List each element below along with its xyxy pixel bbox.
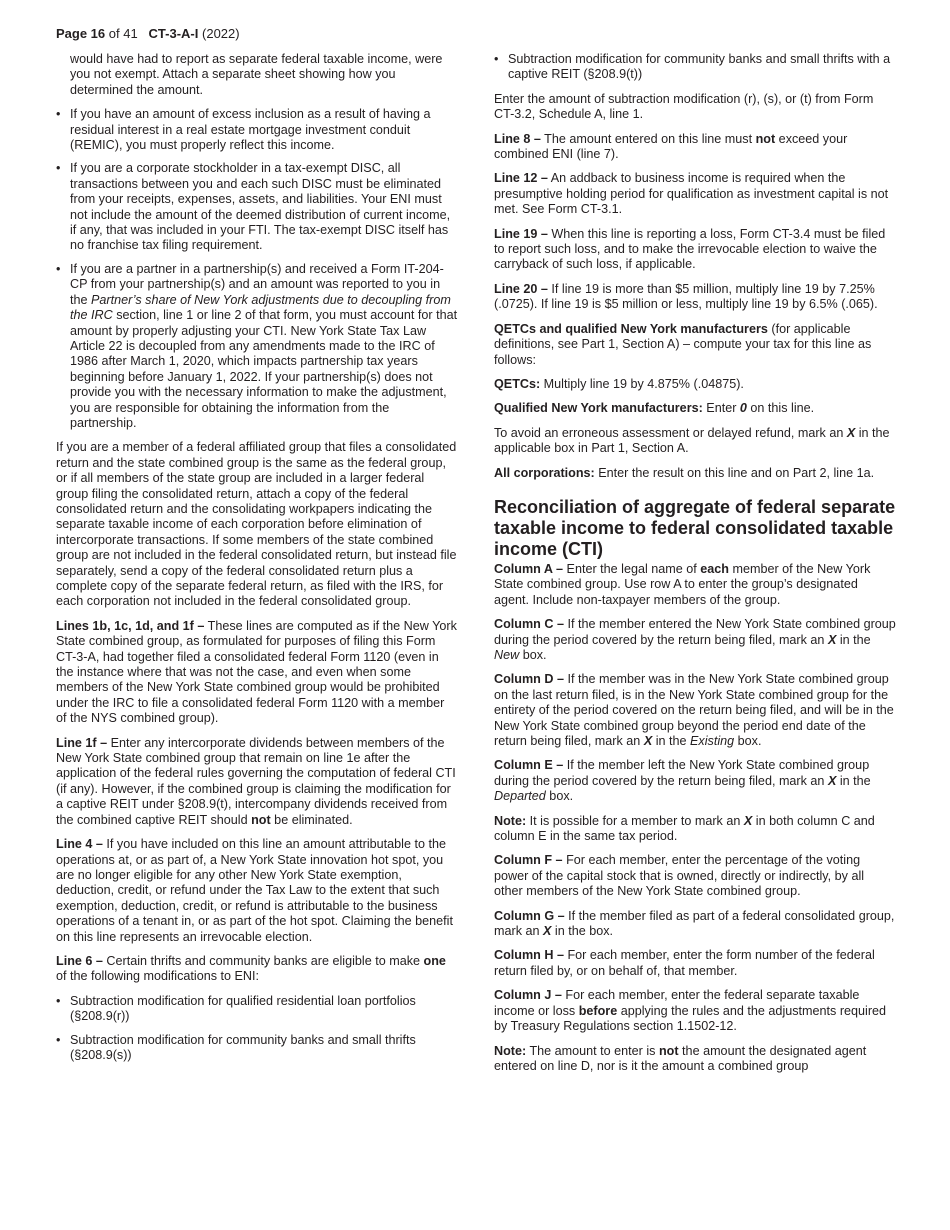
list-item-208-9s: • Subtraction modification for community banks and small thrifts (§208.9(s))	[56, 1033, 458, 1064]
form-year: (2022)	[202, 26, 240, 41]
list-item-208-9r: • Subtraction modification for qualified residential loan portfolios (§208.9(r))	[56, 994, 458, 1025]
all-corporations-paragraph: All corporations: Enter the result on this line and on Part 2, line 1a.	[494, 465, 875, 480]
avoid-assessment-paragraph: To avoid an erroneous assessment or delayed refund, mark an X in the applicable box in Part 1, Section A.	[494, 425, 890, 456]
lines-1b-1f-paragraph: Lines 1b, 1c, 1d, and 1f – These lines are computed as if the New York State combined group, as formulated for purposes of filing this Form CT-3-A, had together filed a consolidated federal Form 1120 (even in the instance where that was not the case, and even when some members of the New York State combined group would be prohibited under the IRC to file a consolidated federal Form 1120 with a member of the NYS combined group).	[56, 618, 457, 726]
affiliated-group-paragraph: If you are a member of a federal affiliated group that files a consolidated return and the state combined group is the same as the federal group, or if all members of the state group are included in a larger federal group filing the consolidated return, attach a copy of the federal consolidated return and the consolidating workpapers indicating the separate taxable income of each corporation before elimination of intercorporate transactions. If some members of the state combined group are not included in the federal consolidated return, but instead file separately, send a copy of the federal consolidated return plus a complete copy of the separate federal return, as filed with the IRS, for each corporation not included in the federal consolidated group.	[56, 440, 457, 609]
qetcs-paragraph: QETCs: Multiply line 19 by 4.875% (.04875).	[494, 376, 744, 391]
qualified-manufacturers-paragraph: Qualified New York manufacturers: Enter 0 on this line.	[494, 401, 815, 416]
list-item-partnership: • If you are a partner in a partnership(s) and received a Form IT-204-CP from your partnership(s) and an amount was reported to you in the Partner’s share of New York adjustments due to decoupling from the IRC section, line 1 or line 2 of that form, you must account for that amount by properly adjusting your CTI. New York State Tax Law Article 22 is decoupled from any amendments made to the IRC of 1986 after March 1, 2020, which impacts partnership tax years beginning before January 1, 2022. If your partnership(s) does not provide you with the necessary information to make the adjustment, you are responsible for obtaining the information from the partnership.	[56, 262, 458, 431]
column-f-paragraph: Column F – For each member, enter the percentage of the voting power of the capital stock that is owned, directly or indirectly, by all other members of the New York State combined group.	[494, 853, 865, 899]
column-j-paragraph: Column J – For each member, enter the federal separate taxable income or loss before applying the rules and the adjustments required by Treasury Regulations section 1.1502-12.	[494, 988, 887, 1034]
note-2-paragraph: Note: The amount to enter is not the amount the designated agent entered on line D, nor is it the amount a combined group	[494, 1043, 867, 1073]
list-item-disc: • If you are a corporate stockholder in a tax-exempt DISC, all transactions between you and each such DISC must be eliminated from your receipts, expenses, assets, and liabilities. Your ENI must not include the amount of the deemed distribution of current income, if any, that was included in your FTI. The tax-exempt DISC itself has no franchise tax filing requirement.	[56, 161, 458, 253]
reconciliation-heading: Reconciliation of aggregate of federal separate taxable income to federal consolidated taxable income (CTI)	[494, 496, 896, 559]
note-paragraph: Note: It is possible for a member to mark an X in both column C and column E in the same tax period.	[494, 813, 875, 844]
line-6-paragraph: Line 6 – Certain thrifts and community banks are eligible to make one of the following modifications to ENI:	[56, 953, 446, 984]
list-item-208-9t: • Subtraction modification for community banks and small thrifts with a captive REIT (§208.9(t))	[494, 52, 896, 83]
line-1f-paragraph: Line 1f – Enter any intercorporate dividends between members of the New York State combined group that remain on line 1e after the application of the federal rules governing the computation of federal CTI (if any). However, if the combined group is claiming the modification for a captive REIT under §208.9(t), intercompany dividends received from the combined captive REIT should not be eliminated.	[56, 735, 456, 827]
line-6-modification-list-continued	[494, 52, 896, 83]
line-20-paragraph: Line 20 – If line 19 is more than $5 million, multiply line 19 by 7.25% (.0725). If line 19 is $5 million or less, multiply line 19 by 6.5% (.065).	[494, 281, 878, 312]
line-6-modification-list	[56, 994, 458, 1064]
line-4-paragraph: Line 4 – If you have included on this line an amount attributable to the operations at, or as part of, a New York State innovation hot spot, you are no longer eligible for any other New York State exemption, deduction, credit, or refund under the Tax Law to the extent that such exemption, deduction, credit, or refund is attributable to the business operations of a tenant in, or as part of the hot spot. Claiming the benefit on this line represents an irrevocable election.	[56, 837, 453, 944]
qetc-paragraph: QETCs and qualified New York manufacturers (for applicable definitions, see Part 1, Section A) – compute your tax for this line as follows:	[494, 321, 872, 367]
column-d-paragraph: Column D – If the member was in the New York State combined group on the last return filed, is in the New York State combined group for the entirety of the period covered on the return being filed, and will be in the New York State combined group beyond the period end date of the return being filed, mark an X in the Existing box.	[494, 672, 894, 748]
page-header	[56, 26, 240, 41]
column-g-paragraph: Column G – If the member filed as part of a federal consolidated group, mark an X in the box.	[494, 908, 895, 939]
left-column	[56, 52, 458, 1072]
right-column	[494, 52, 896, 1083]
column-h-paragraph: Column H – For each member, enter the form number of the federal return filed by, or on behalf of, that member.	[494, 948, 875, 978]
line-8-paragraph: Line 8 – The amount entered on this line must not exceed your combined ENI (line 7).	[494, 131, 848, 162]
line-12-paragraph: Line 12 – An addback to business income is required when the presumptive holding period for qualification as investment capital is not met. See Form CT-3.1.	[494, 171, 889, 217]
column-a-paragraph: Column A – Enter the legal name of each member of the New York State combined group. Use row A to enter the group’s designated agent. Include non-taxpayer members of the group.	[494, 561, 871, 607]
continued-bullet-text: would have had to report as separate federal taxable income, were you not exempt. Attach a separate sheet showing how you determined the amount.	[70, 52, 443, 97]
line-19-paragraph: Line 19 – When this line is reporting a loss, Form CT-3.4 must be filed to report such loss, and to make the irrevocable election to waive the carryback of such loss, if applicable.	[494, 226, 886, 272]
list-item-remic: • If you have an amount of excess inclusion as a result of having a residual interest in a real estate mortgage investment conduit (REMIC), you must properly reflect this income.	[56, 107, 458, 153]
column-c-paragraph: Column C – If the member entered the New York State combined group during the period covered by the return being filed, mark an X in the New box.	[494, 617, 896, 662]
enter-subtraction-paragraph: Enter the amount of subtraction modification (r), (s), or (t) from Form CT-3.2, Schedule A, line 1.	[494, 91, 874, 122]
column-e-paragraph: Column E – If the member left the New York State combined group during the period covered by the return being filed, mark an X in the Departed box.	[494, 758, 871, 804]
page-total: of 41	[108, 26, 138, 41]
exclusion-bullet-list	[56, 107, 458, 431]
form-number: CT-3-A-I	[148, 26, 199, 41]
page-number: Page 16	[56, 26, 106, 41]
